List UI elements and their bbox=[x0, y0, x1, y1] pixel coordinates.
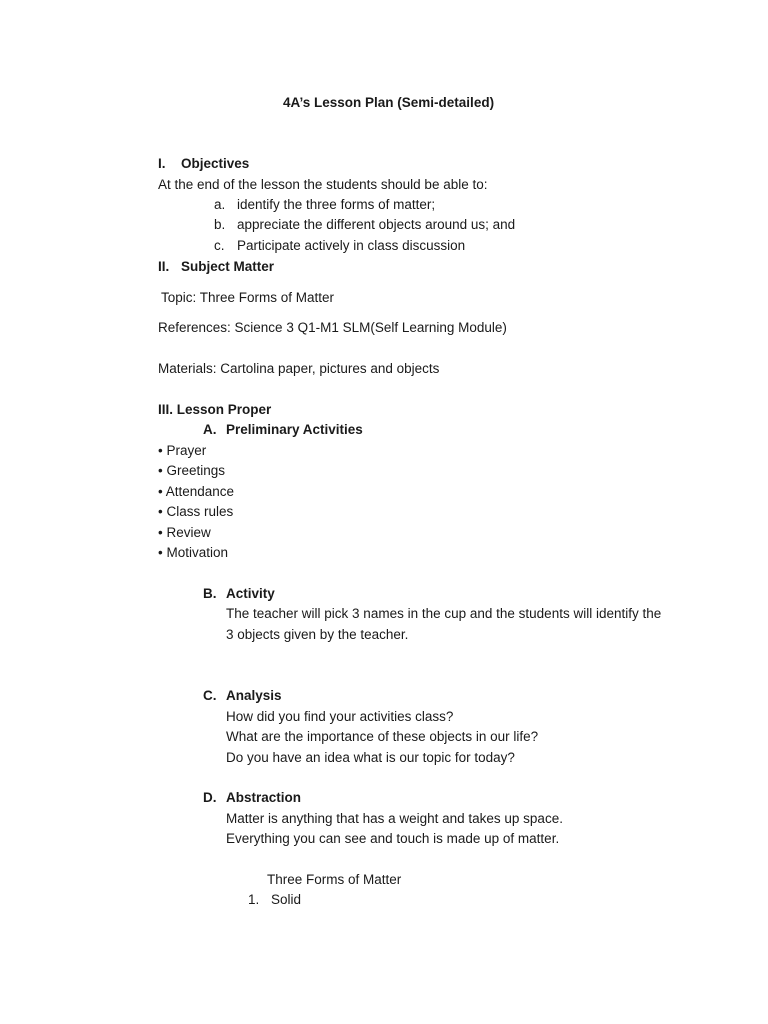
analysis-question: Do you have an idea what is our topic for today? bbox=[226, 750, 515, 765]
document-title: 4A’s Lesson Plan (Semi-detailed) bbox=[283, 95, 495, 110]
objective-item: Participate actively in class discussion bbox=[237, 238, 466, 253]
bullet-item: • Motivation bbox=[158, 545, 229, 560]
section-heading-objectives: Objectives bbox=[181, 156, 250, 171]
references-line: References: Science 3 Q1-M1 SLM(Self Learning Module) bbox=[158, 320, 507, 335]
objective-letter: a. bbox=[214, 197, 226, 212]
materials-line: Materials: Cartolina paper, pictures and objects bbox=[158, 361, 440, 376]
subsection-heading-activity: Activity bbox=[226, 586, 275, 601]
bullet-item: • Prayer bbox=[158, 443, 207, 458]
topic-line: Topic: Three Forms of Matter bbox=[161, 290, 335, 305]
subsection-letter-preliminary: A. bbox=[203, 422, 217, 437]
section-numeral-subject-matter: II. bbox=[158, 259, 170, 274]
objectives-intro: At the end of the lesson the students should be able to: bbox=[158, 177, 488, 192]
objective-item: identify the three forms of matter; bbox=[237, 197, 436, 212]
subsection-heading-preliminary: Preliminary Activities bbox=[226, 422, 363, 437]
subsection-letter-abstraction: D. bbox=[203, 790, 217, 805]
analysis-question: What are the importance of these objects in our life? bbox=[226, 729, 539, 744]
objective-letter: c. bbox=[214, 238, 225, 253]
subsection-heading-analysis: Analysis bbox=[226, 688, 282, 703]
objective-item: appreciate the different objects around us; and bbox=[237, 217, 516, 232]
abstraction-text-line: Matter is anything that has a weight and takes up space. bbox=[226, 811, 563, 826]
section-numeral-objectives: I. bbox=[158, 156, 166, 171]
section-heading-lesson-proper: III. Lesson Proper bbox=[158, 402, 272, 417]
bullet-item: • Attendance bbox=[158, 484, 235, 499]
subsection-heading-abstraction: Abstraction bbox=[226, 790, 302, 805]
bullet-item: • Class rules bbox=[158, 504, 234, 519]
objective-letter: b. bbox=[214, 217, 226, 232]
numbered-item-number: 1. bbox=[248, 892, 260, 907]
subsection-letter-activity: B. bbox=[203, 586, 217, 601]
bullet-item: • Review bbox=[158, 525, 211, 540]
subsection-letter-analysis: C. bbox=[203, 688, 217, 703]
analysis-question: How did you find your activities class? bbox=[226, 709, 454, 724]
activity-text-line: 3 objects given by the teacher. bbox=[226, 627, 409, 642]
forms-of-matter-heading: Three Forms of Matter bbox=[267, 872, 402, 887]
abstraction-text-line: Everything you can see and touch is made up of matter. bbox=[226, 831, 560, 846]
bullet-item: • Greetings bbox=[158, 463, 226, 478]
activity-text-line: The teacher will pick 3 names in the cup and the students will identify the bbox=[226, 606, 662, 621]
section-heading-subject-matter: Subject Matter bbox=[181, 259, 275, 274]
numbered-item-text: Solid bbox=[271, 892, 302, 907]
